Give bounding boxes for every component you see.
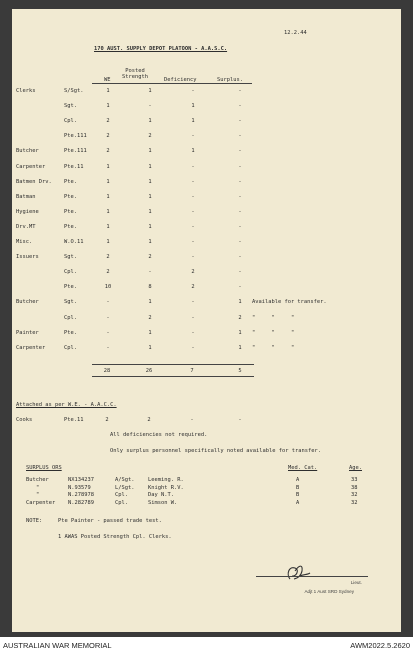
row-surplus: 1 (238, 299, 242, 306)
row-note: Available for transfer. (252, 299, 327, 306)
ors-name: Day N.T. (148, 492, 174, 498)
row-we: 1 (106, 103, 110, 110)
row-rank: Cpl. (64, 314, 77, 321)
row-surplus: - (238, 88, 242, 94)
note-label: NOTE: (26, 518, 43, 524)
totals-rule-bottom (92, 376, 254, 377)
row-deficiency: 1 (191, 148, 195, 155)
row-note: " " " (252, 329, 295, 336)
row-deficiency: - (191, 329, 195, 336)
total-we: 28 (103, 368, 111, 374)
row-we: 1 (106, 208, 110, 215)
row-rank: Cpl. (64, 269, 77, 276)
row-surplus: - (238, 284, 242, 291)
row-deficiency: - (191, 299, 195, 306)
row-deficiency: - (191, 193, 195, 200)
ors-number: NX134237 (68, 477, 94, 483)
row-trade: Carpenter (16, 163, 46, 170)
totals-rule-top (92, 364, 254, 365)
row-deficiency: - (191, 239, 195, 245)
row-surplus: - (238, 208, 242, 215)
attached-we: 2 (105, 417, 109, 423)
row-trade: Clerks (16, 88, 36, 94)
header-posted-strength: Posted Strength (122, 68, 148, 80)
row-posted: 1 (148, 223, 152, 230)
row-we: 10 (104, 284, 112, 291)
ors-rank: A/Sgt. (115, 477, 135, 483)
row-rank: Pte. (64, 178, 77, 185)
age-heading: Age. (349, 465, 362, 471)
row-posted: 2 (148, 133, 152, 140)
row-rank: Sgt. (64, 254, 77, 261)
ors-age: 38 (351, 484, 358, 491)
row-we: 1 (106, 239, 110, 245)
row-we: 1 (106, 193, 110, 200)
signature-title: Lieut. (350, 580, 362, 585)
row-deficiency: 1 (191, 103, 195, 110)
row-we: 2 (106, 118, 110, 125)
row-surplus: 1 (238, 329, 242, 336)
row-posted: 1 (148, 163, 152, 170)
row-surplus: - (238, 148, 242, 155)
row-posted: 1 (148, 344, 152, 351)
row-posted: 1 (148, 299, 152, 306)
row-surplus: - (238, 103, 242, 110)
row-we: - (106, 329, 110, 336)
document-page (12, 9, 401, 632)
row-deficiency: - (191, 344, 195, 351)
ors-rank: L/Sgt. (115, 484, 135, 491)
attached-trade: Cooks (16, 417, 33, 423)
row-trade: Drv.MT (16, 223, 36, 230)
row-deficiency: - (191, 133, 195, 140)
attached-posted: 2 (147, 417, 151, 423)
row-posted: 8 (148, 284, 152, 291)
row-rank: Sgt. (64, 103, 77, 110)
ors-number: N.278978 (68, 492, 94, 498)
row-posted: 1 (148, 193, 152, 200)
row-surplus: - (238, 163, 242, 170)
ors-med-cat: A (296, 499, 300, 506)
row-trade: Issuers (16, 254, 39, 261)
row-rank: Pte.11 (64, 163, 84, 170)
header-surplus: Surplus. (217, 77, 243, 83)
row-posted: - (148, 269, 152, 276)
note-surplus-transfer: Only surplus personnel specifically noted available for transfer. (110, 448, 321, 454)
row-we: - (106, 314, 110, 321)
signature-stamp (268, 580, 368, 595)
surplus-ors-heading: SURPLUS ORS (26, 465, 62, 471)
header-we: WE (104, 77, 111, 83)
row-posted: 1 (148, 118, 152, 125)
row-rank: W.O.11 (64, 239, 84, 245)
row-deficiency: - (191, 223, 195, 230)
row-trade: Hygiene (16, 208, 39, 215)
row-we: 1 (106, 223, 110, 230)
ors-med-cat: B (296, 484, 300, 491)
row-note: " " " (252, 344, 295, 351)
row-surplus: - (238, 239, 242, 245)
note-deficiencies: All deficiencies not required. (110, 432, 208, 438)
row-rank: Pte. (64, 284, 77, 291)
attached-surplus: - (238, 417, 242, 423)
note-painter: Pte Painter - passed trade test. (58, 518, 162, 524)
row-posted: 1 (148, 208, 152, 215)
row-deficiency: - (191, 178, 195, 185)
signature-unit: Adjt 1 Aust SRD Sydney (304, 589, 354, 594)
row-surplus: - (238, 223, 242, 230)
total-deficiency: 7 (190, 368, 194, 374)
row-we: 2 (106, 269, 110, 276)
ors-number: N.93579 (68, 484, 91, 491)
row-surplus: 2 (238, 314, 242, 321)
ors-rank: Cpl. (115, 492, 128, 498)
row-posted: - (148, 103, 152, 110)
row-we: 1 (106, 178, 110, 185)
total-surplus: 5 (238, 368, 242, 374)
ors-name: Knight R.V. (148, 484, 184, 491)
row-rank: Pte. (64, 193, 77, 200)
row-deficiency: 2 (191, 269, 195, 276)
row-rank: Pte. (64, 223, 77, 230)
row-trade: Misc. (16, 239, 33, 245)
row-deficiency: - (191, 88, 195, 94)
row-rank: Pte.111 (64, 133, 87, 140)
attached-rank: Pte.11 (64, 417, 84, 423)
row-posted: 2 (148, 254, 152, 261)
row-surplus: - (238, 193, 242, 200)
row-posted: 1 (148, 239, 152, 245)
row-trade: Batman (16, 193, 36, 200)
row-we: 1 (106, 88, 110, 94)
row-posted: 1 (148, 88, 152, 94)
document-title: 170 AUST. SUPPLY DEPOT PLATOON - A.A.S.C. (94, 46, 228, 52)
ors-age: 32 (351, 499, 358, 506)
row-rank: S/Sgt. (64, 88, 84, 94)
row-posted: 2 (148, 314, 152, 321)
row-rank: Cpl. (64, 118, 77, 125)
row-posted: 1 (148, 178, 152, 185)
ors-trade: " (36, 484, 40, 491)
row-rank: Sgt. (64, 299, 77, 306)
row-rank: Pte. (64, 329, 77, 336)
row-deficiency: - (191, 163, 195, 170)
attached-heading: Attached as per W.E. - A.A.C.C. (16, 402, 117, 408)
total-posted: 26 (145, 368, 153, 374)
row-we: 2 (106, 133, 110, 140)
row-deficiency: - (191, 208, 195, 215)
footer-accession-number: AWM2022.5.2620 (350, 641, 410, 650)
row-trade: Butcher (16, 299, 39, 306)
row-deficiency: - (191, 314, 195, 321)
row-surplus: - (238, 118, 242, 125)
row-we: 2 (106, 254, 110, 261)
row-we: - (106, 299, 110, 306)
row-trade: Batmen Drv. (16, 178, 52, 185)
row-trade: Butcher (16, 148, 39, 155)
row-rank: Cpl. (64, 344, 77, 351)
row-surplus: 1 (238, 344, 242, 351)
header-rule (92, 83, 252, 84)
row-posted: 1 (148, 329, 152, 336)
header-deficiency: Deficiency (164, 77, 197, 83)
row-rank: Pte.111 (64, 148, 87, 155)
row-surplus: - (238, 254, 242, 261)
note-awas: 1 AWAS Posted Strength Cpl. Clerks. (58, 534, 172, 540)
row-surplus: - (238, 133, 242, 140)
signature-rule (256, 576, 368, 577)
ors-number: N.282789 (68, 499, 94, 506)
row-we: - (106, 344, 110, 351)
row-surplus: - (238, 178, 242, 185)
ors-med-cat: B (296, 492, 300, 498)
row-we: 2 (106, 148, 110, 155)
ors-name: Leeming. R. (148, 477, 184, 483)
row-trade: Painter (16, 329, 39, 336)
med-cat-heading: Med. Cat. (288, 465, 318, 471)
row-we: 1 (106, 163, 110, 170)
attached-deficiency: - (190, 417, 194, 423)
row-rank: Pte. (64, 208, 77, 215)
row-posted: 1 (148, 148, 152, 155)
ors-trade: Carpenter (26, 499, 56, 506)
ors-rank: Cpl. (115, 499, 128, 506)
ors-trade: " (36, 492, 40, 498)
row-deficiency: 2 (191, 284, 195, 291)
footer-institution: AUSTRALIAN WAR MEMORIAL (3, 641, 112, 650)
footer-bar (0, 637, 413, 653)
ors-trade: Butcher (26, 477, 49, 483)
ors-med-cat: A (296, 477, 300, 483)
row-surplus: - (238, 269, 242, 276)
ors-name: Simson W. (148, 499, 178, 506)
row-note: " " " (252, 314, 295, 321)
document-date: 12.2.44 (284, 30, 307, 36)
row-deficiency: - (191, 254, 195, 261)
row-deficiency: 1 (191, 118, 195, 125)
ors-age: 33 (351, 477, 358, 483)
row-trade: Carpenter (16, 344, 46, 351)
ors-age: 32 (351, 492, 358, 498)
